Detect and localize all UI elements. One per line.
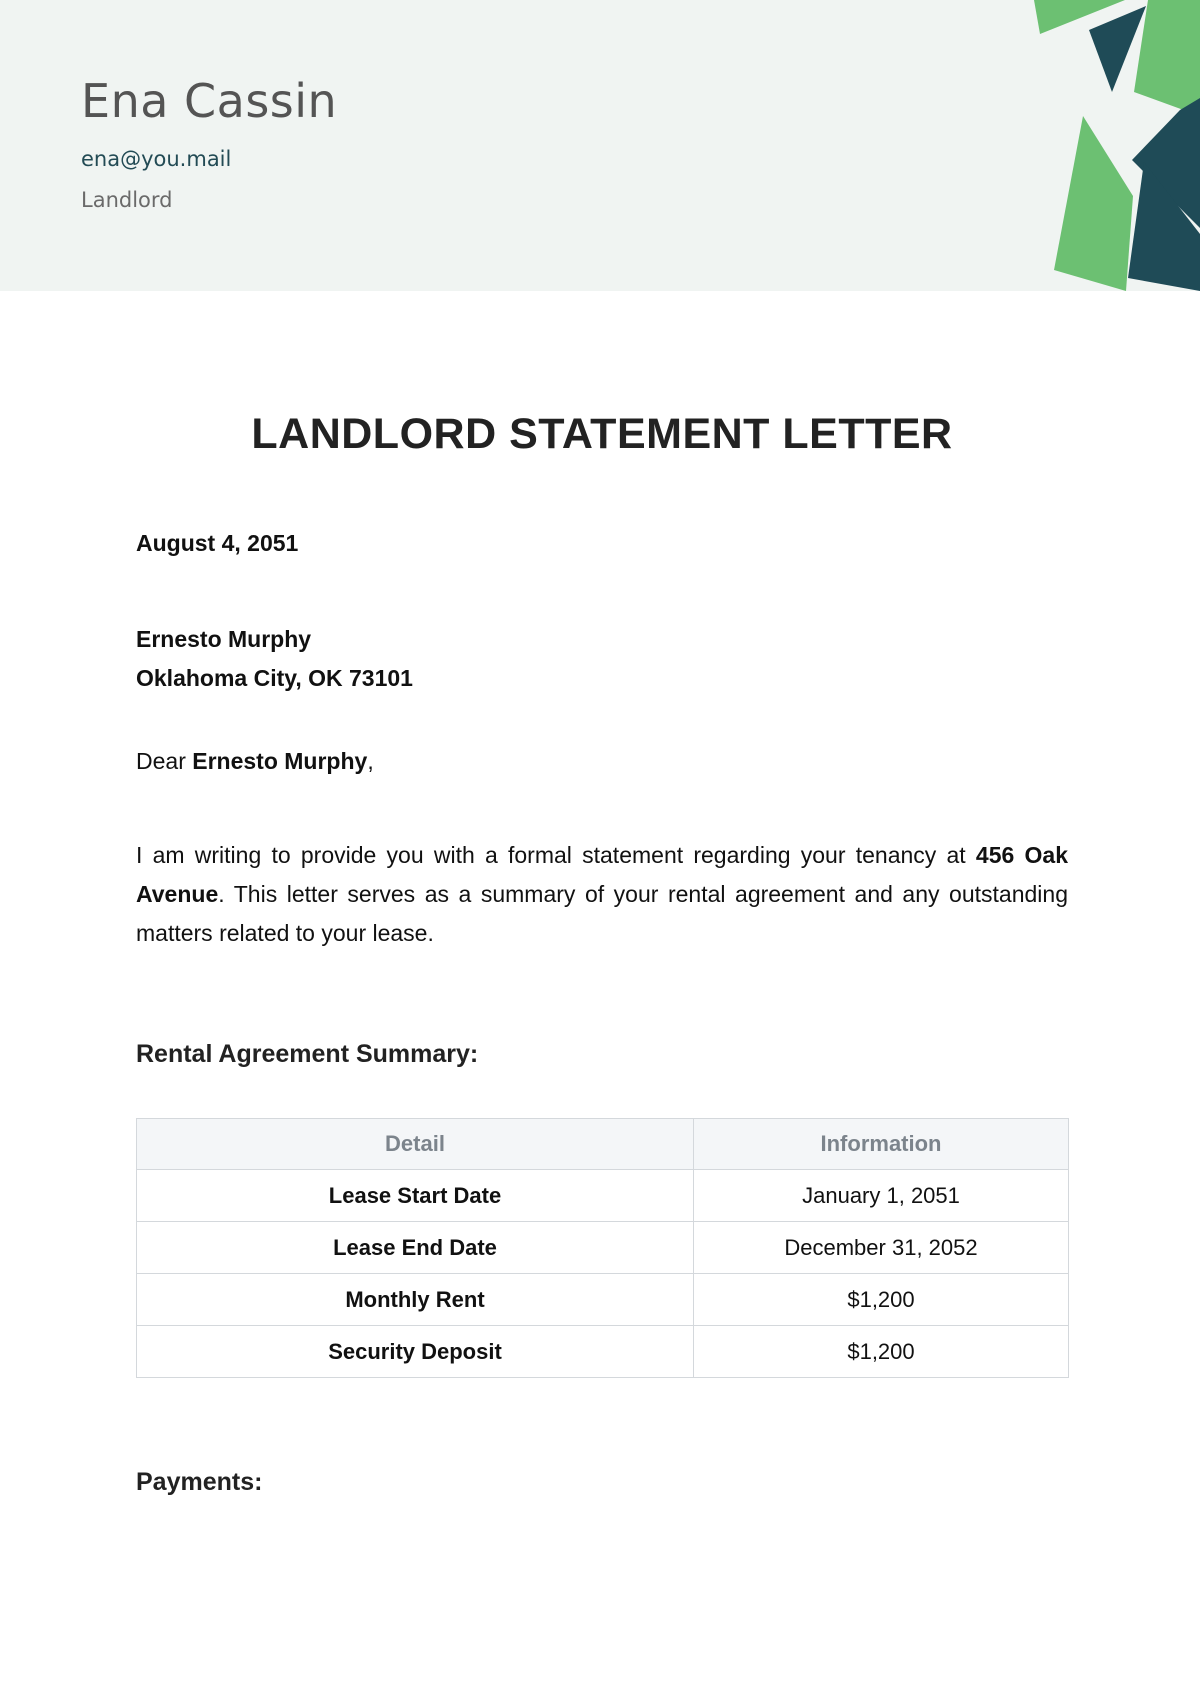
- body-text-part2: . This letter serves as a summary of your rental agreement and any outstanding matters related to your lease.: [136, 881, 1068, 946]
- information-cell: $1,200: [694, 1274, 1069, 1326]
- recipient-address: Oklahoma City, OK 73101: [136, 665, 413, 691]
- table-row: [137, 1274, 1069, 1326]
- column-header-information: Information: [694, 1119, 1069, 1170]
- body-text-part1: I am writing to provide you with a formal statement regarding your tenancy at: [136, 842, 976, 868]
- sender-name: Ena Cassin: [81, 74, 338, 128]
- body-paragraph: [136, 836, 1068, 953]
- table-header-row: [137, 1119, 1069, 1170]
- letterhead: [0, 0, 1200, 291]
- detail-cell: Monthly Rent: [137, 1274, 694, 1326]
- recipient-block: [136, 620, 413, 698]
- sender-role: Landlord: [81, 188, 173, 212]
- payments-heading: Payments:: [136, 1468, 263, 1496]
- rental-summary-table: [136, 1118, 1069, 1378]
- table-row: [137, 1222, 1069, 1274]
- greeting-prefix: Dear: [136, 748, 193, 774]
- column-header-detail: Detail: [137, 1119, 694, 1170]
- information-cell: January 1, 2051: [694, 1170, 1069, 1222]
- recipient-name: Ernesto Murphy: [136, 626, 312, 652]
- information-cell: $1,200: [694, 1326, 1069, 1378]
- letter-date: August 4, 2051: [136, 530, 299, 556]
- property-address: 456 Oak Avenue: [136, 842, 1068, 907]
- detail-cell: Lease End Date: [137, 1222, 694, 1274]
- rental-summary-heading: Rental Agreement Summary:: [136, 1040, 479, 1068]
- sender-email: ena@you.mail: [81, 147, 232, 171]
- detail-cell: Security Deposit: [137, 1326, 694, 1378]
- geometric-decoration-graphic: [1000, 0, 1200, 291]
- detail-cell: Lease Start Date: [137, 1170, 694, 1222]
- table-row: [137, 1326, 1069, 1378]
- document-title: LANDLORD STATEMENT LETTER: [251, 410, 953, 458]
- greeting-suffix: ,: [367, 748, 374, 774]
- table-row: [137, 1170, 1069, 1222]
- greeting: [136, 748, 374, 775]
- greeting-name: Ernesto Murphy: [192, 748, 368, 774]
- information-cell: December 31, 2052: [694, 1222, 1069, 1274]
